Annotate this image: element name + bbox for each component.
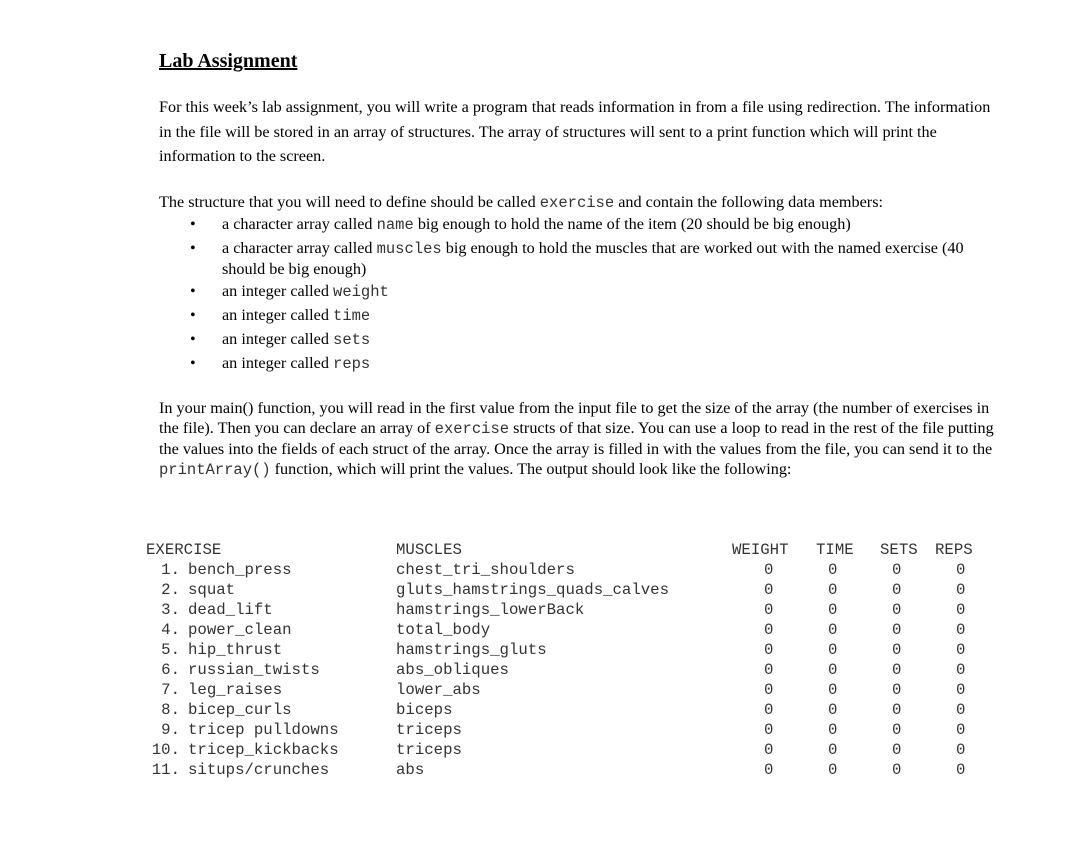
row-number: 5. <box>161 641 180 659</box>
time-value: 0 <box>828 641 838 659</box>
exercise-name: tricep pulldowns <box>188 721 339 739</box>
weight-value: 0 <box>764 741 774 759</box>
reps-value: 0 <box>956 641 966 659</box>
sets-value: 0 <box>892 621 902 639</box>
time-value: 0 <box>828 581 838 599</box>
exercise-name: tricep_kickbacks <box>188 741 339 759</box>
struct-name-code: exercise <box>539 194 615 212</box>
header-reps: REPS <box>935 541 973 559</box>
row-number: 2. <box>161 581 180 599</box>
muscles-value: triceps <box>396 721 462 739</box>
bullet-icon: • <box>190 282 196 300</box>
header-sets: SETS <box>880 541 918 559</box>
sets-value: 0 <box>892 641 902 659</box>
weight-value: 0 <box>764 601 774 619</box>
weight-value: 0 <box>764 581 774 599</box>
member-code: time <box>333 307 371 325</box>
weight-value: 0 <box>764 701 774 719</box>
member-code: reps <box>333 355 371 373</box>
bullet-icon: • <box>190 306 196 324</box>
time-value: 0 <box>828 601 838 619</box>
weight-value: 0 <box>764 621 774 639</box>
muscles-value: gluts_hamstrings_quads_calves <box>396 581 670 599</box>
list-item: • an integer called sets <box>190 330 371 349</box>
header-muscles: MUSCLES <box>396 541 462 559</box>
time-value: 0 <box>828 561 838 579</box>
list-item: • a character array called name big enough to hold the name of the item (20 should be big enough) <box>190 215 851 234</box>
time-value: 0 <box>828 761 838 779</box>
sets-value: 0 <box>892 661 902 679</box>
time-value: 0 <box>828 681 838 699</box>
bullet-icon: • <box>190 215 196 233</box>
reps-value: 0 <box>956 761 966 779</box>
muscles-value: total_body <box>396 621 491 639</box>
list-item: • an integer called reps <box>190 354 371 373</box>
exercise-name: russian_twists <box>188 661 320 679</box>
reps-value: 0 <box>956 721 966 739</box>
header-exercise: EXERCISE <box>146 541 222 559</box>
row-number: 7. <box>161 681 180 699</box>
member-code: weight <box>333 283 389 301</box>
muscles-value: biceps <box>396 701 453 719</box>
row-number: 3. <box>161 601 180 619</box>
time-value: 0 <box>828 741 838 759</box>
exercise-name: leg_raises <box>188 681 283 699</box>
sets-value: 0 <box>892 741 902 759</box>
exercise-name: squat <box>188 581 236 599</box>
muscles-value: chest_tri_shoulders <box>396 561 575 579</box>
row-number: 4. <box>161 621 180 639</box>
weight-value: 0 <box>764 761 774 779</box>
exercise-name: bench_press <box>188 561 292 579</box>
sets-value: 0 <box>892 561 902 579</box>
weight-value: 0 <box>764 721 774 739</box>
list-item: • a character array called muscles big enough to hold the muscles that are worked out with the named exercise (40 should be big enough) <box>190 239 964 278</box>
bullet-icon: • <box>190 239 196 257</box>
reps-value: 0 <box>956 621 966 639</box>
muscles-value: abs_obliques <box>396 661 509 679</box>
reps-value: 0 <box>956 701 966 719</box>
weight-value: 0 <box>764 681 774 699</box>
intro-paragraph: For this week’s lab assignment, you will write a program that reads information in from a file using redirection. The information in the file will be stored in an array of structures. The array of structures will sent to a print function which will print the information to the screen. <box>159 98 991 165</box>
time-value: 0 <box>828 701 838 719</box>
exercise-name: hip_thrust <box>188 641 283 659</box>
row-number: 10. <box>151 741 180 759</box>
header-weight: WEIGHT <box>732 541 789 559</box>
sets-value: 0 <box>892 681 902 699</box>
bullet-icon: • <box>190 330 196 348</box>
row-number: 11. <box>151 761 180 779</box>
muscles-value: hamstrings_lowerBack <box>396 601 585 619</box>
member-code: name <box>376 216 414 234</box>
struct-name-code: exercise <box>434 420 510 438</box>
time-value: 0 <box>828 621 838 639</box>
muscles-value: triceps <box>396 741 462 759</box>
exercise-name: bicep_curls <box>188 701 292 719</box>
row-number: 1. <box>161 561 180 579</box>
reps-value: 0 <box>956 601 966 619</box>
exercise-name: situps/crunches <box>188 761 330 779</box>
reps-value: 0 <box>956 741 966 759</box>
weight-value: 0 <box>764 641 774 659</box>
list-item: • an integer called weight <box>190 282 389 301</box>
member-code: sets <box>333 331 371 349</box>
sets-value: 0 <box>892 581 902 599</box>
sets-value: 0 <box>892 721 902 739</box>
row-number: 9. <box>161 721 180 739</box>
muscles-value: abs <box>396 761 425 779</box>
reps-value: 0 <box>956 561 966 579</box>
sets-value: 0 <box>892 601 902 619</box>
sets-value: 0 <box>892 761 902 779</box>
weight-value: 0 <box>764 561 774 579</box>
muscles-value: lower_abs <box>396 681 481 699</box>
exercise-name: power_clean <box>188 621 292 639</box>
time-value: 0 <box>828 721 838 739</box>
struct-paragraph <box>159 192 999 213</box>
header-time: TIME <box>816 541 854 559</box>
page-title: Lab Assignment <box>159 50 298 72</box>
reps-value: 0 <box>956 681 966 699</box>
struct-text-after: and contain the following data members: <box>614 193 883 211</box>
sets-value: 0 <box>892 701 902 719</box>
weight-value: 0 <box>764 661 774 679</box>
member-list <box>190 214 990 377</box>
member-code: muscles <box>376 240 442 258</box>
exercise-name: dead_lift <box>188 601 273 619</box>
list-item: • an integer called time <box>190 306 371 325</box>
row-number: 8. <box>161 701 180 719</box>
row-number: 6. <box>161 661 180 679</box>
struct-text-before: The structure that you will need to define should be called <box>159 193 540 211</box>
main-function-paragraph: In your main() function, you will read in the first value from the input file to get the size of the array (the number of exercises in the file). Then you can declare an array of exercise structs of that size. You can use a loop to read in the rest of the file putting the values into the fields of each struct of the array. Once the array is filled in with the values from the file, you can send it to the printArray() function, which will print the values. The output should look like the following: <box>159 399 994 479</box>
muscles-value: hamstrings_gluts <box>396 641 547 659</box>
bullet-icon: • <box>190 354 196 372</box>
reps-value: 0 <box>956 661 966 679</box>
function-name-code: printArray() <box>159 461 271 479</box>
time-value: 0 <box>828 661 838 679</box>
reps-value: 0 <box>956 581 966 599</box>
